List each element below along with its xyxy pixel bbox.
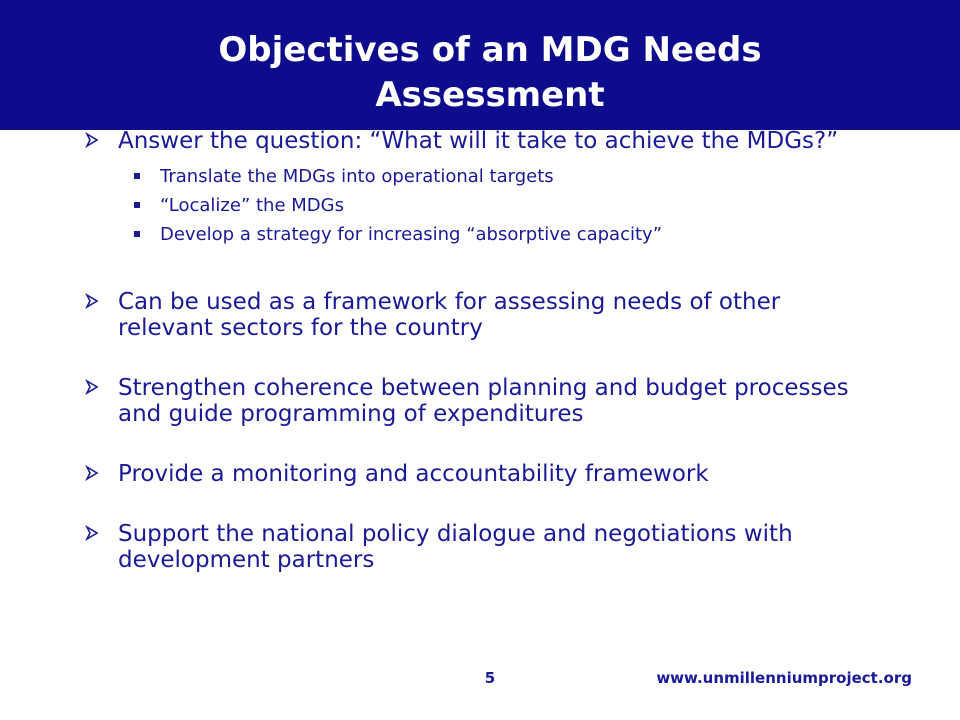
bullet-item: [82, 375, 882, 427]
sub-bullet-item: [82, 220, 882, 249]
bullet-text: Can be used as a framework for assessing needs of other relevant sectors for the country: [118, 289, 781, 341]
sub-bullet-text: Translate the MDGs into operational targets: [160, 166, 554, 187]
sub-bullet-text: “Localize” the MDGs: [160, 195, 344, 216]
sub-bullet-list: [82, 162, 882, 249]
bullet-text: Strengthen coherence between planning and budget processes and guide programming of expenditures: [118, 375, 849, 427]
bullet-list: [82, 128, 882, 573]
bullet-text: Support the national policy dialogue and negotiations with development partners: [118, 521, 793, 573]
bullet-item: [82, 289, 882, 341]
arrow-bullet-icon: [84, 132, 100, 148]
slide-title: [100, 28, 880, 118]
arrow-bullet-icon: [84, 525, 100, 541]
arrow-bullet-icon: [84, 465, 100, 481]
footer-url: www.unmillenniumproject.org: [656, 669, 912, 687]
sub-bullet-text: Develop a strategy for increasing “absorptive capacity”: [160, 224, 663, 245]
bullet-text: Provide a monitoring and accountability framework: [118, 461, 709, 487]
bullet-item: [82, 461, 882, 487]
square-bullet-icon: [134, 173, 140, 179]
arrow-bullet-icon: [84, 293, 100, 309]
bullet-text: Answer the question: “What will it take to achieve the MDGs?”: [118, 128, 839, 154]
bullet-item: [82, 128, 882, 154]
sub-bullet-item: [82, 191, 882, 220]
sub-bullet-item: [82, 162, 882, 191]
square-bullet-icon: [134, 231, 140, 237]
slide-title-line-1: Objectives of an MDG Needs: [218, 30, 762, 70]
bullet-item: [82, 521, 882, 573]
slide-title-line-2: Assessment: [375, 75, 605, 115]
square-bullet-icon: [134, 202, 140, 208]
arrow-bullet-icon: [84, 379, 100, 395]
page-number: 5: [484, 669, 496, 687]
